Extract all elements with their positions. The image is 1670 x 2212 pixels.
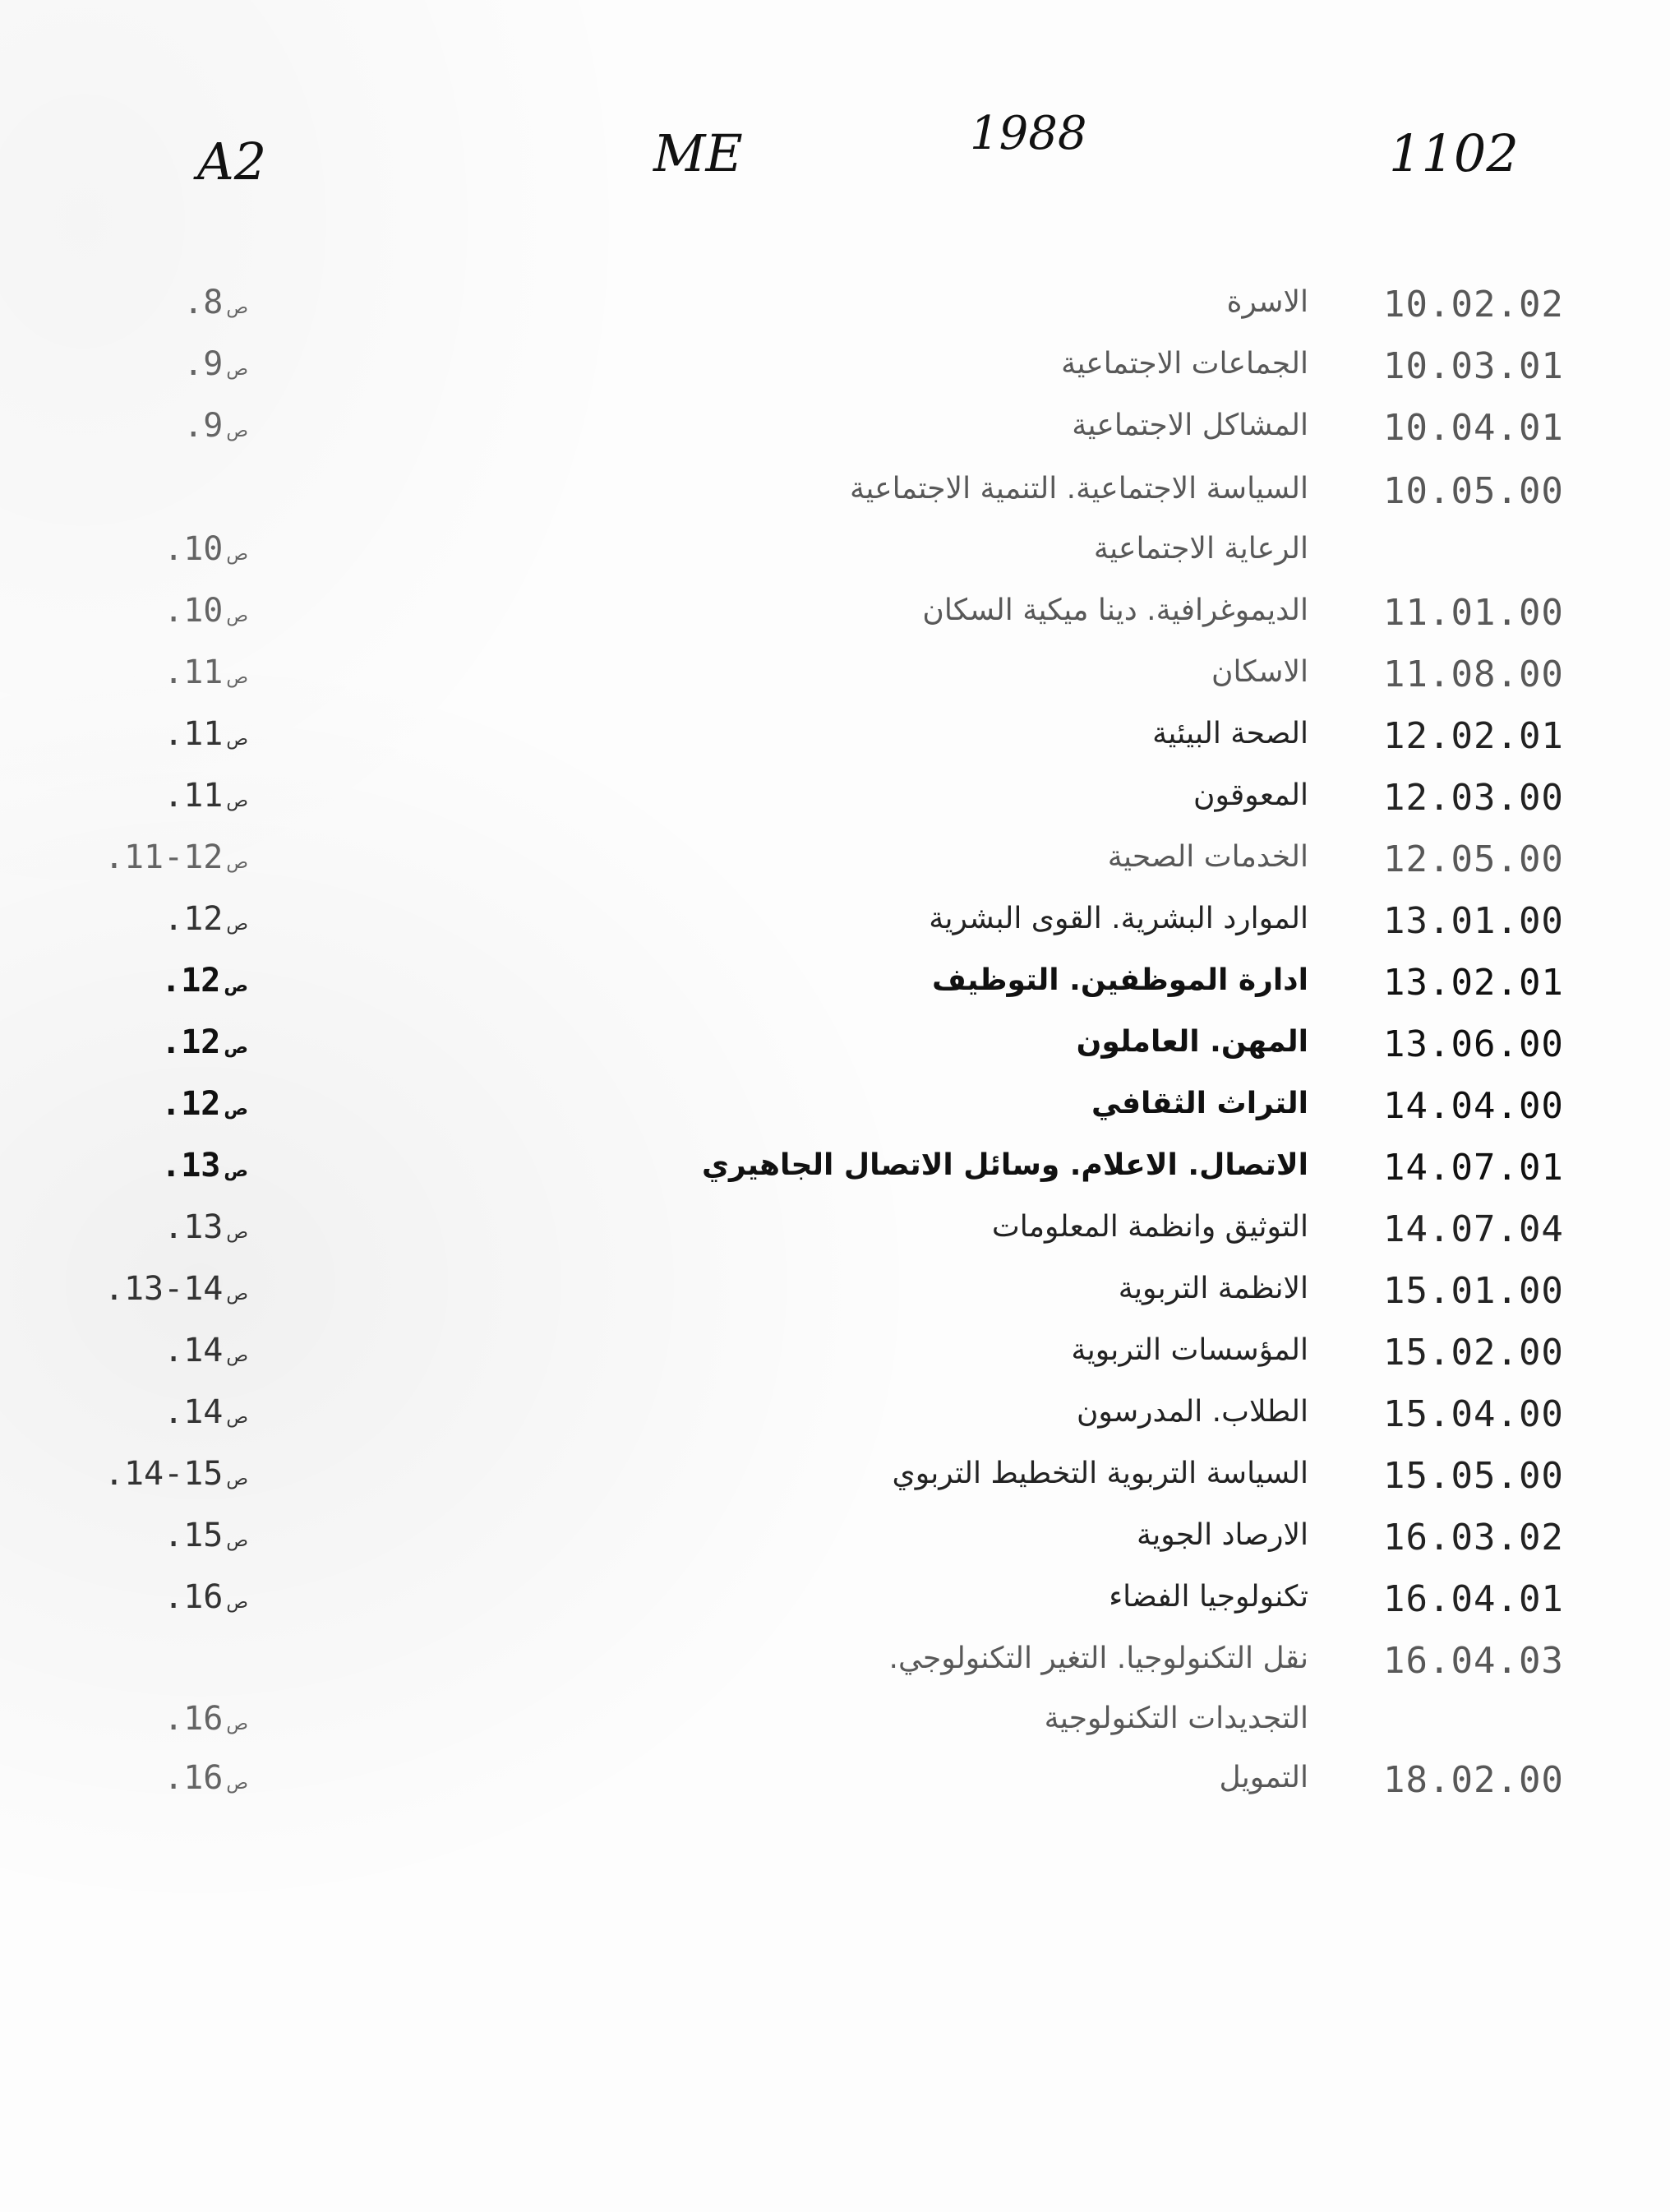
entry-title: السياسة التربوية التخطيط التربوي [892,1457,1308,1490]
entry-page [164,1700,248,1738]
entry-page [164,1759,248,1797]
entry-code: 13.06.00 [1383,1023,1564,1065]
page-prefix: ص [226,1407,248,1428]
page-prefix: ص [224,976,248,996]
index-entry [0,653,1670,703]
entry-code: 13.02.01 [1383,962,1564,1004]
index-entry [0,1270,1670,1319]
page-prefix: ص [226,1222,248,1243]
entry-page [164,1578,248,1616]
entry-title: الانظمة التربوية [1118,1272,1308,1305]
entry-code: 11.01.00 [1383,592,1564,634]
entry-code: 18.02.00 [1383,1759,1564,1801]
page-number: 13. [161,1147,221,1185]
entry-page [161,1147,248,1185]
page-number: 12-11. [104,838,224,876]
entry-page [164,900,248,938]
handwritten-year: 1988 [970,107,1087,160]
entry-title: الطلاب. المدرسون [1076,1395,1308,1429]
entry-code: 10.05.00 [1383,470,1564,512]
page-number: 9. [183,345,224,383]
entry-page [164,715,248,753]
index-entry [0,715,1670,764]
entry-title: المشاكل الاجتماعية [1072,409,1308,442]
entry-page [164,592,248,630]
page-prefix: ص [226,421,248,441]
entry-code: 12.03.00 [1383,777,1564,819]
entry-title: التوثيق وانظمة المعلومات [991,1210,1308,1244]
page-prefix: ص [226,606,248,626]
page-prefix: ص [224,1099,248,1120]
entry-title: التجديدات التكنولوجية [1044,1702,1308,1735]
entry-title: الجماعات الاجتماعية [1061,347,1308,381]
page-number: 9. [183,407,224,445]
index-entry [0,1517,1670,1566]
entry-page [104,1455,248,1493]
index-entry [0,1023,1670,1073]
page-number: 14. [164,1332,224,1369]
entry-title: الاسكان [1211,655,1308,689]
entry-page [164,1517,248,1554]
entry-page [183,407,248,445]
entry-page [164,530,248,568]
index-entry [0,838,1670,888]
index-entry [0,592,1670,641]
entry-title: المعوقون [1193,778,1308,812]
entry-code: 15.02.00 [1383,1332,1564,1374]
handwritten-number: 1102 [1389,123,1519,183]
entry-page [161,962,248,1000]
page-number: 12. [161,1023,221,1061]
page-prefix: ص [226,729,248,750]
entry-code: 10.03.01 [1383,345,1564,387]
entry-title: الرعاية الاجتماعية [1093,532,1308,566]
entry-title: تكنولوجيا الفضاء [1109,1580,1308,1614]
entry-code: 15.01.00 [1383,1270,1564,1312]
page-number: 11. [164,777,224,815]
entry-title: الديموغرافية. دينا ميكية السكان [922,593,1308,627]
page-prefix: ص [226,1284,248,1305]
page-number: 16. [164,1759,224,1797]
entry-title: الاتصال. الاعلام. وسائل الاتصال الجاهيري [701,1148,1308,1182]
index-entry [0,345,1670,395]
page-number: 16. [164,1578,224,1616]
page-prefix: ص [226,1531,248,1551]
entry-code: 15.04.00 [1383,1393,1564,1435]
entry-title: نقل التكنولوجيا. التغير التكنولوجي. [888,1642,1308,1675]
index-entry [0,1085,1670,1134]
page-prefix: ص [224,1161,248,1181]
page-number: 13. [164,1208,224,1246]
entry-page [245,1640,248,1678]
entry-code: 14.04.00 [1383,1085,1564,1127]
entry-title: الموارد البشرية. القوى البشرية [929,902,1308,935]
index-entry [0,1455,1670,1504]
page-number: 11. [164,715,224,753]
entry-code: 16.04.03 [1383,1640,1564,1682]
entry-code: 10.02.02 [1383,284,1564,326]
page-prefix: ص [226,852,248,873]
index-entry [0,530,1670,580]
page-prefix: ص [226,359,248,380]
entry-page [164,777,248,815]
entry-title: المهن. العاملون [1076,1025,1308,1059]
index-entry [0,777,1670,826]
page-prefix: ص [226,298,248,318]
index-entry [0,1332,1670,1381]
page-prefix: ص [226,791,248,811]
entry-page [164,1393,248,1431]
page-number: 10. [164,530,224,568]
page-prefix: ص [226,1773,248,1794]
entry-page [161,1085,248,1123]
page-number: 15-14. [104,1455,224,1493]
index-entry [0,1393,1670,1443]
handwritten-mark-2: ME [653,123,743,183]
page-number: 15. [164,1517,224,1554]
entry-title: ادارة الموظفين. التوظيف [932,963,1308,997]
entry-page [104,838,248,876]
entry-title: التراث الثقافي [1091,1087,1308,1120]
index-entry [0,1208,1670,1258]
page-number: 16. [164,1700,224,1738]
index-entry [0,1759,1670,1808]
page-number: 11. [164,653,224,691]
page-number: 14. [164,1393,224,1431]
handwritten-mark-1: A2 [197,132,267,192]
index-entry [0,1147,1670,1196]
index-entry [0,407,1670,456]
entry-code: 11.08.00 [1383,653,1564,695]
entry-code: 10.04.01 [1383,407,1564,449]
index-entry [0,962,1670,1011]
entry-page [183,345,248,383]
page-prefix: ص [226,544,248,565]
page-prefix: ص [226,667,248,688]
entry-page [183,284,248,321]
entry-code: 14.07.04 [1383,1208,1564,1250]
entry-title: الصحة البيئية [1152,717,1308,750]
index-entry [0,1640,1670,1689]
index-entry [0,1578,1670,1628]
page-prefix: ص [226,1592,248,1613]
entry-page [164,1332,248,1369]
index-entry [0,284,1670,333]
entry-title: الاسرة [1226,285,1308,319]
page-prefix: ص [226,914,248,935]
entry-title: السياسة الاجتماعية. التنمية الاجتماعية [850,472,1308,506]
index-entry [0,1700,1670,1749]
entry-page [161,1023,248,1061]
entry-code: 13.01.00 [1383,900,1564,942]
page-number: 14-13. [104,1270,224,1308]
entry-title: الخدمات الصحية [1107,840,1308,874]
entry-page [164,653,248,691]
index-entry [0,900,1670,949]
page-number: 10. [164,592,224,630]
entry-title: التمويل [1219,1761,1308,1794]
entry-page [245,470,248,508]
page-number: 12. [164,900,224,938]
page-prefix: ص [226,1714,248,1734]
entry-code: 16.04.01 [1383,1578,1564,1620]
entry-code: 14.07.01 [1383,1147,1564,1189]
entry-code: 12.02.01 [1383,715,1564,757]
page-number: 12. [161,962,221,1000]
page-number: 12. [161,1085,221,1123]
entry-page [104,1270,248,1308]
entry-code: 16.03.02 [1383,1517,1564,1559]
entry-code: 12.05.00 [1383,838,1564,880]
entry-title: المؤسسات التربوية [1071,1333,1308,1367]
index-entry [0,470,1670,520]
entry-title: الارصاد الجوية [1136,1518,1308,1552]
entry-code: 15.05.00 [1383,1455,1564,1497]
page-prefix: ص [224,1037,248,1058]
page-number: 8. [183,284,224,321]
entry-page [164,1208,248,1246]
page-prefix: ص [226,1346,248,1366]
page-prefix: ص [226,1469,248,1489]
